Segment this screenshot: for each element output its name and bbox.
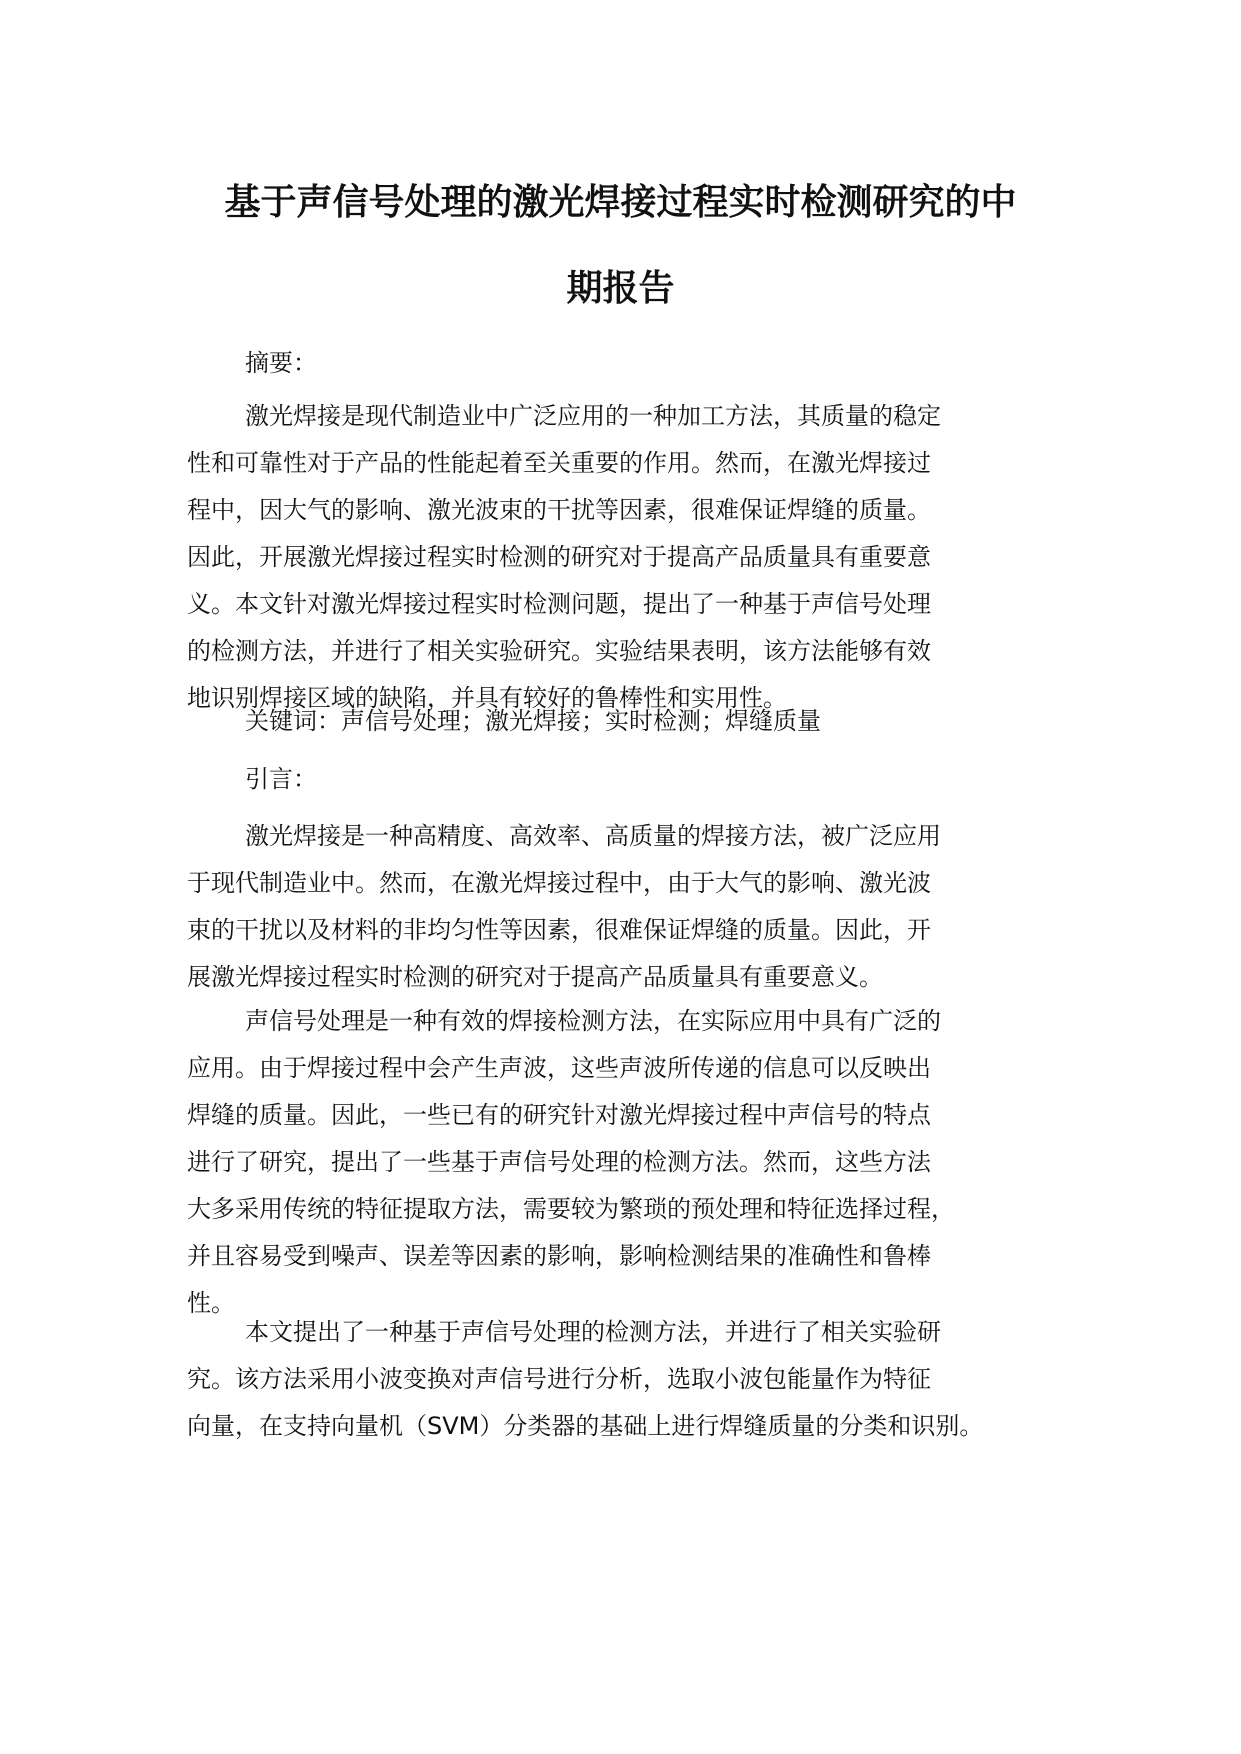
abstract-heading-block [187,340,1087,387]
abstract-line: 义。本文针对激光焊接过程实时检测问题，提出了一种基于声信号处理 [187,590,931,618]
paragraph-line: 向量，在支持向量机（SVM）分类器的基础上进行焊缝质量的分类和识别。 [187,1412,984,1440]
keywords-block [187,698,1087,745]
abstract-line: 程中，因大气的影响、激光波束的干扰等因素，很难保证焊缝的质量。 [187,496,931,524]
intro-paragraph-3 [187,1309,1087,1450]
paragraph-line: 并且容易受到噪声、误差等因素的影响，影响检测结果的准确性和鲁棒 [187,1242,931,1270]
keywords-line: 关键词：声信号处理；激光焊接；实时检测；焊缝质量 [245,707,821,735]
paragraph-line: 性。 [187,1289,235,1317]
abstract-line: 性和可靠性对于产品的性能起着至关重要的作用。然而，在激光焊接过 [187,449,931,477]
paragraph-line: 应用。由于焊接过程中会产生声波，这些声波所传递的信息可以反映出 [187,1054,931,1082]
intro-paragraph-2 [187,998,1087,1327]
paragraph-line: 究。该方法采用小波变换对声信号进行分析，选取小波包能量作为特征 [187,1365,931,1393]
intro-heading-block [187,756,1087,803]
paragraph-line: 声信号处理是一种有效的焊接检测方法，在实际应用中具有广泛的 [245,1007,941,1035]
paragraph-line: 本文提出了一种基于声信号处理的检测方法，并进行了相关实验研 [245,1318,941,1346]
paragraph-line: 大多采用传统的特征提取方法，需要较为繁琐的预处理和特征选择过程， [187,1195,955,1223]
paragraph-line: 焊缝的质量。因此，一些已有的研究针对激光焊接过程中声信号的特点 [187,1101,931,1129]
paragraph-line: 激光焊接是一种高精度、高效率、高质量的焊接方法，被广泛应用 [245,822,941,850]
abstract-paragraph [187,393,1087,722]
abstract-line: 因此，开展激光焊接过程实时检测的研究对于提高产品质量具有重要意 [187,543,931,571]
paragraph-line: 束的干扰以及材料的非均匀性等因素，很难保证焊缝的质量。因此，开 [187,916,931,944]
paragraph-line: 展激光焊接过程实时检测的研究对于提高产品质量具有重要意义。 [187,963,883,991]
abstract-line: 的检测方法，并进行了相关实验研究。实验结果表明，该方法能够有效 [187,637,931,665]
document-title-line-1: 基于声信号处理的激光焊接过程实时检测研究的中 [224,182,1017,223]
abstract-line: 激光焊接是现代制造业中广泛应用的一种加工方法，其质量的稳定 [245,402,941,430]
abstract-heading: 摘要： [245,349,317,377]
intro-paragraph-1 [187,813,1087,1001]
intro-heading: 引言： [245,765,317,793]
paragraph-line: 于现代制造业中。然而，在激光焊接过程中，由于大气的影响、激光波 [187,869,931,897]
document-title-line-2: 期报告 [566,268,675,309]
paragraph-line: 进行了研究，提出了一些基于声信号处理的检测方法。然而，这些方法 [187,1148,931,1176]
abstract-line: 地识别焊接区域的缺陷，并具有较好的鲁棒性和实用性。 [187,684,787,712]
